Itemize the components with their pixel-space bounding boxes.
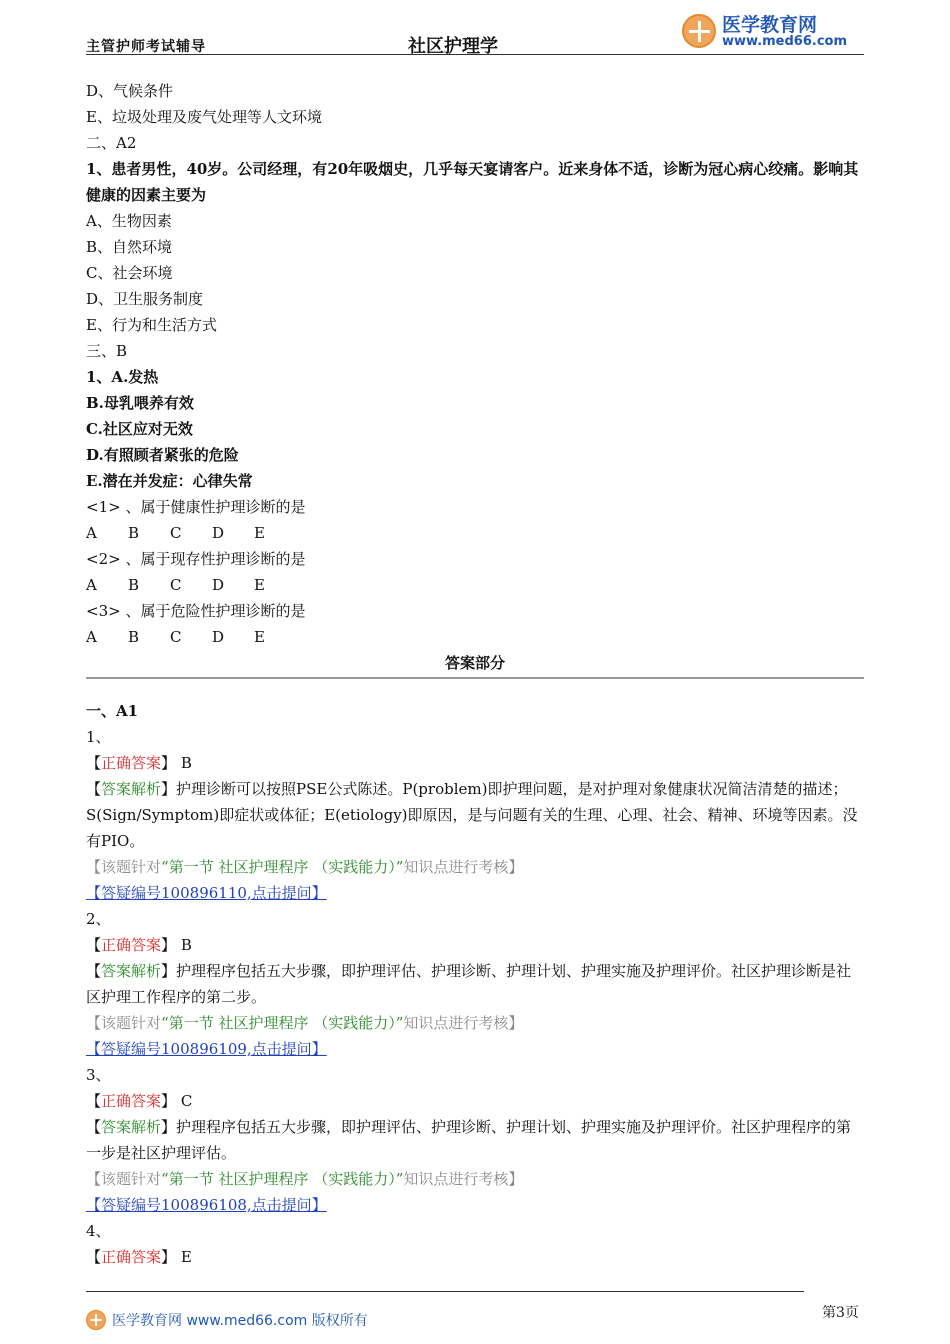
option-letter: D: [212, 576, 225, 594]
option-letter: A: [86, 524, 97, 542]
correct-answer-value: E: [180, 1248, 192, 1266]
option-letter: B: [128, 576, 140, 594]
header-subject-title: 社区护理学: [408, 36, 498, 57]
ask-question-link-row[interactable]: [86, 880, 864, 906]
shared-option: 1、A.发热: [86, 368, 159, 386]
option-line: E、垃圾处理及废气处理等人文环境: [86, 108, 322, 126]
correct-answer-value: B: [180, 936, 192, 954]
option-letter: E: [254, 524, 265, 542]
topic-name: “第一节 社区护理程序 （实践能力）”: [161, 1014, 404, 1032]
section-heading: 二、A2: [86, 134, 137, 152]
shared-option: D.有照顾者紧张的危险: [86, 446, 239, 464]
correct-answer-row: 【正确答案】 B: [86, 754, 192, 772]
answer-section-title: 答案部分: [444, 654, 505, 672]
correct-answer-row: 【正确答案】 B: [86, 936, 192, 954]
page-number: 第3页: [822, 1305, 859, 1321]
option-letters: [86, 520, 864, 546]
correct-answer-label: 正确答案: [101, 754, 162, 772]
option-line: A、生物因素: [86, 212, 172, 230]
topic-name: “第一节 社区护理程序 （实践能力）”: [161, 1170, 404, 1188]
sub-question: <1> 、属于健康性护理诊断的是: [86, 498, 306, 516]
option-letter: E: [254, 628, 265, 646]
correct-answer-label: 正确答案: [101, 1092, 162, 1110]
option-letters: [86, 572, 864, 598]
page-header: [86, 10, 864, 56]
analysis-text: 护理程序包括五大步骤，即护理评估、护理诊断、护理计划、护理实施及护理评价。社区护理程序的第一步是社区护理评估。: [86, 1118, 852, 1162]
shared-option: B.母乳喂养有效: [86, 394, 194, 412]
analysis-row: 【答案解析】护理诊断可以按照PSE公式陈述。P(problem)即护理问题，是对护理对象健康状况简洁清楚的描述；S(Sign/Symptom)即症状或体征；E(etiology)即原因，是与问题有关的生理、心理、社会、精神、环境等因素。没有PIO。: [86, 780, 858, 850]
header-course-name: 主管护师考试辅导: [86, 39, 206, 55]
correct-answer-label: 正确答案: [101, 1248, 162, 1266]
option-letter: C: [170, 576, 182, 594]
analysis-text: 护理程序包括五大步骤，即护理评估、护理诊断、护理计划、护理实施及护理评价。社区护理诊断是社区护理工作程序的第二步。: [86, 962, 852, 1006]
footer-logo-icon: [86, 1310, 106, 1330]
site-logo[interactable]: [682, 10, 864, 54]
ask-question-link[interactable]: 【答疑编号100896109,点击提问】: [86, 1040, 327, 1058]
option-letter: B: [128, 628, 140, 646]
shared-option: C.社区应对无效: [86, 420, 193, 438]
analysis-text: 护理诊断可以按照PSE公式陈述。P(problem)即护理问题，是对护理对象健康状况简洁清楚的描述；S(Sign/Symptom)即症状或体征；E(etiology)即原因，是与问题有关的生理、心理、社会、精神、环境等因素。没有PIO。: [86, 780, 858, 850]
correct-answer-label: 正确答案: [101, 936, 162, 954]
document-body: [86, 78, 864, 1270]
logo-cross-icon: [682, 14, 716, 48]
answer-number: 4、: [86, 1222, 111, 1240]
analysis-label: 答案解析: [101, 780, 162, 798]
sub-question: <3> 、属于危险性护理诊断的是: [86, 602, 306, 620]
correct-answer-value: B: [180, 754, 192, 772]
footer-copyright[interactable]: 医学教育网 www.med66.com 版权所有: [112, 1313, 368, 1329]
topic-tag: 【该题针对“第一节 社区护理程序 （实践能力）”知识点进行考核】: [86, 1170, 524, 1188]
topic-tag: 【该题针对“第一节 社区护理程序 （实践能力）”知识点进行考核】: [86, 1014, 524, 1032]
answer-number: 1、: [86, 728, 111, 746]
answer-heading: 一、A1: [86, 702, 139, 720]
correct-answer-row: 【正确答案】 E: [86, 1248, 192, 1266]
option-letter: C: [170, 628, 182, 646]
sub-question: <2> 、属于现存性护理诊断的是: [86, 550, 306, 568]
answer-number: 2、: [86, 910, 111, 928]
ask-question-link[interactable]: 【答疑编号100896108,点击提问】: [86, 1196, 327, 1214]
answer-number: 3、: [86, 1066, 111, 1084]
logo-url: www.med66.com: [722, 34, 848, 49]
option-line: D、卫生服务制度: [86, 290, 204, 308]
analysis-row: 【答案解析】护理程序包括五大步骤，即护理评估、护理诊断、护理计划、护理实施及护理评价。社区护理程序的第一步是社区护理评估。: [86, 1118, 852, 1162]
header-divider: [86, 54, 864, 55]
option-letter: E: [254, 576, 265, 594]
correct-answer-value: C: [180, 1092, 193, 1110]
logo-title: 医学教育网: [722, 14, 818, 36]
topic-tag: 【该题针对“第一节 社区护理程序 （实践能力）”知识点进行考核】: [86, 858, 524, 876]
answer-divider: [86, 677, 864, 679]
option-letter: C: [170, 524, 182, 542]
analysis-label: 答案解析: [101, 1118, 162, 1136]
analysis-label: 答案解析: [101, 962, 162, 980]
option-line: D、气候条件: [86, 82, 174, 100]
footer-divider: [86, 1291, 804, 1292]
ask-question-link-row[interactable]: [86, 1192, 864, 1218]
option-line: C、社会环境: [86, 264, 173, 282]
option-letter: D: [212, 524, 225, 542]
option-letters: [86, 624, 864, 650]
option-letter: B: [128, 524, 140, 542]
correct-answer-row: 【正确答案】 C: [86, 1092, 193, 1110]
question-stem: 1、患者男性，40岁。公司经理，有20年吸烟史，几乎每天宴请客户。近来身体不适，诊断为冠心病心绞痛。影响其健康的因素主要为: [86, 160, 859, 204]
topic-name: “第一节 社区护理程序 （实践能力）”: [161, 858, 404, 876]
option-letter: D: [212, 628, 225, 646]
analysis-row: 【答案解析】护理程序包括五大步骤，即护理评估、护理诊断、护理计划、护理实施及护理评价。社区护理诊断是社区护理工作程序的第二步。: [86, 962, 852, 1006]
shared-option: E.潜在并发症：心律失常: [86, 472, 253, 490]
ask-question-link-row[interactable]: [86, 1036, 864, 1062]
option-letter: A: [86, 628, 97, 646]
option-line: B、自然环境: [86, 238, 173, 256]
ask-question-link[interactable]: 【答疑编号100896110,点击提问】: [86, 884, 327, 902]
section-heading: 三、B: [86, 342, 128, 360]
option-letter: A: [86, 576, 97, 594]
option-line: E、行为和生活方式: [86, 316, 217, 334]
